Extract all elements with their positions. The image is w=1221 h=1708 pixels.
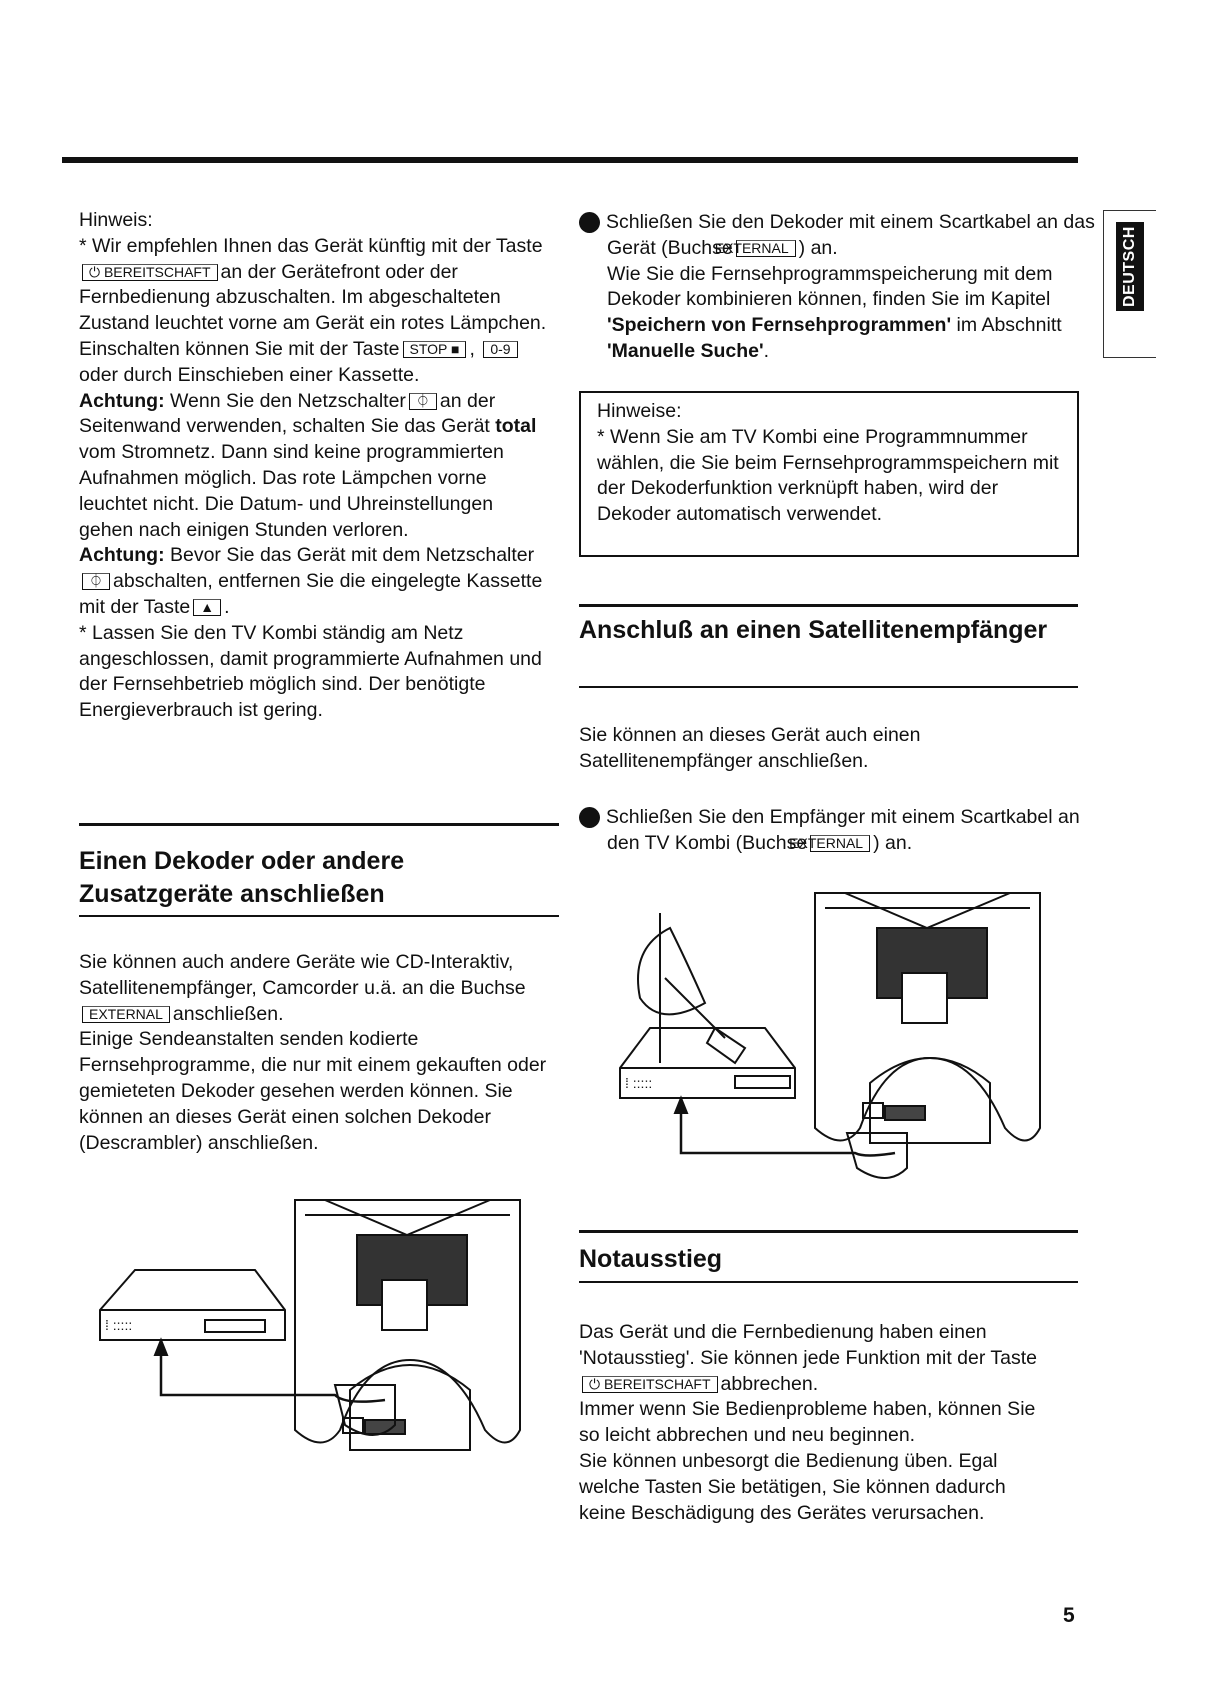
- step-number-badge: 1: [579, 807, 600, 828]
- satellite-dish: [638, 913, 725, 1063]
- note-paragraph-2: [79, 337, 549, 389]
- hint-box: [579, 391, 1079, 557]
- note-paragraph-3: * Lassen Sie den TV Kombi ständig am Netz angeschlossen, damit programmierte Aufnahmen und der Fernsehbetrieb möglich sind. Der benötigte Energieverbrauch ist gering.: [79, 621, 542, 722]
- external-key: EXTERNAL: [736, 240, 796, 257]
- text: abbrechen.: [720, 1372, 819, 1395]
- text: .: [763, 339, 770, 362]
- step-number-badge: 1: [579, 212, 600, 233]
- decoder-paragraph-2: Einige Sendeanstalten senden kodierte Fernsehprogramme, die nur mit einem gekauften oder gemieteten Dekoder gesehen werden können. Sie können an dieses Gerät einen solchen Dekoder (Descrambler) anschließen.: [79, 1028, 547, 1154]
- text: Sie können auch andere Geräte wie CD-Interaktiv, Satellitenempfänger, Camcorder u.ä. an die Buchse: [79, 951, 526, 999]
- standby-key: ⏻ BEREITSCHAFT: [82, 264, 218, 281]
- text: ) an.: [798, 236, 838, 259]
- note-paragraph-1: [79, 234, 549, 337]
- decoder-text: [79, 950, 559, 1156]
- external-key: EXTERNAL: [82, 1006, 170, 1023]
- note-label: Hinweis:: [79, 209, 153, 231]
- warning-2: [79, 543, 549, 620]
- decoder-paragraph-1: [79, 950, 559, 1027]
- text: anschließen.: [172, 1002, 284, 1025]
- standby-note: [79, 208, 549, 724]
- external-key: EXTERNAL: [810, 835, 870, 852]
- language-label: DEUTSCH: [1116, 222, 1144, 311]
- text: .: [224, 595, 230, 618]
- text: abschalten, entfernen Sie die eingelegte Kassette mit der Taste: [79, 570, 543, 618]
- satellite-step-1: [571, 805, 1107, 857]
- heading-rule-top: [79, 823, 559, 826]
- section-heading-emergency: Notausstieg: [579, 1245, 723, 1273]
- satellite-connection-illustration: [615, 888, 1055, 1188]
- scart-cable: [161, 1345, 385, 1402]
- heading-rule-bottom: [79, 915, 559, 917]
- text: im Abschnitt: [956, 314, 1062, 337]
- eject-key: ▲: [193, 599, 221, 616]
- hint-label: Hinweise:: [597, 400, 682, 422]
- warning-label: Achtung:: [79, 544, 165, 567]
- heading-rule-bottom: [579, 1281, 1078, 1283]
- text: Bevor Sie das Gerät mit dem Netzschalter: [169, 544, 535, 567]
- mains-key: ⏀: [409, 393, 437, 410]
- text: Schließen Sie den Empfänger mit einem Scartkabel an den TV Kombi (Buchse: [606, 806, 1080, 854]
- text: Schließen Sie den Dekoder mit einem Scartkabel an das Gerät (Buchse: [606, 211, 1095, 259]
- hint-text: * Wenn Sie am TV Kombi eine Programmnummer wählen, die Sie beim Fernsehprogrammspeichern mit der Dekoderfunktion verknüpft haben, wird der Dekoder automatisch verwendet.: [597, 425, 1059, 526]
- text: * Wir empfehlen Ihnen das Gerät künftig mit der Taste: [79, 234, 543, 257]
- svg-text:⁞ :::::: ⁞ :::::: [105, 1317, 133, 1333]
- heading-rule-top: [579, 604, 1078, 607]
- heading-rule-top: [579, 1230, 1078, 1233]
- top-rule: [62, 157, 1078, 163]
- text: an der Seitenwand verwenden, schalten Sie das Gerät: [79, 389, 496, 438]
- text: Wie Sie die Fernsehprogrammspeicherung mit dem Dekoder kombinieren können, finden Sie im Kapitel: [607, 262, 1053, 311]
- warning-1: [79, 389, 549, 544]
- text: oder durch Einschieben einer Kassette.: [79, 363, 420, 386]
- decoder-step-1: [571, 210, 1107, 365]
- text: Einschalten können Sie mit der Taste: [79, 337, 400, 360]
- section-heading-decoder: Einen Dekoder oder andere Zusatzgeräte anschließen: [79, 847, 405, 908]
- section-reference: 'Manuelle Suche': [607, 339, 764, 362]
- emergency-paragraph-3: Sie können unbesorgt die Bedienung üben. Egal welche Tasten Sie betätigen, Sie können dadurch keine Beschädigung des Gerätes verursachen.: [579, 1449, 1006, 1524]
- page-number: 5: [1063, 1604, 1075, 1627]
- emergency-paragraph-1: [579, 1320, 1049, 1397]
- digits-key: 0-9: [483, 341, 517, 358]
- warning-label: Achtung:: [79, 389, 165, 412]
- satellite-paragraph: Sie können an dieses Gerät auch einen Satellitenempfänger anschließen.: [579, 724, 921, 772]
- chapter-reference: 'Speichern von Fernsehprogrammen': [607, 314, 952, 337]
- language-tab: [1103, 210, 1156, 358]
- mains-key: ⏀: [82, 573, 110, 590]
- section-heading-satellite: Anschluß an einen Satellitenempfänger: [579, 616, 1048, 644]
- decoder-connection-illustration: [95, 1190, 535, 1510]
- emergency-paragraph-2: Immer wenn Sie Bedienprobleme haben, können Sie so leicht abbrechen und neu beginnen.: [579, 1398, 1036, 1447]
- emergency-text: [579, 1320, 1049, 1526]
- text: vom Stromnetz. Dann sind keine programmierten Aufnahmen möglich. Das rote Lämpchen vorne leuchtet nicht. Die Datum- und Uhreinstellungen gehen nach einigen Stunden verloren.: [79, 441, 504, 541]
- standby-key: ⏻ BEREITSCHAFT: [582, 1376, 718, 1393]
- stop-key: STOP ■: [403, 341, 467, 358]
- text: Das Gerät und die Fernbedienung haben einen 'Notausstieg'. Sie können jede Funktion mit der Taste: [579, 1321, 1038, 1369]
- text: ) an.: [873, 831, 913, 854]
- text: ,: [469, 337, 475, 360]
- heading-rule-bottom: [579, 686, 1078, 688]
- emphasis: total: [495, 415, 537, 438]
- text: Wenn Sie den Netzschalter: [169, 389, 406, 412]
- svg-text:⁞ :::::: ⁞ :::::: [625, 1075, 653, 1091]
- text: an der Gerätefront oder der Fernbedienung abzuschalten. Im abgeschalteten Zustand leuchtet vorne am Gerät ein rotes Lämpchen.: [79, 260, 547, 335]
